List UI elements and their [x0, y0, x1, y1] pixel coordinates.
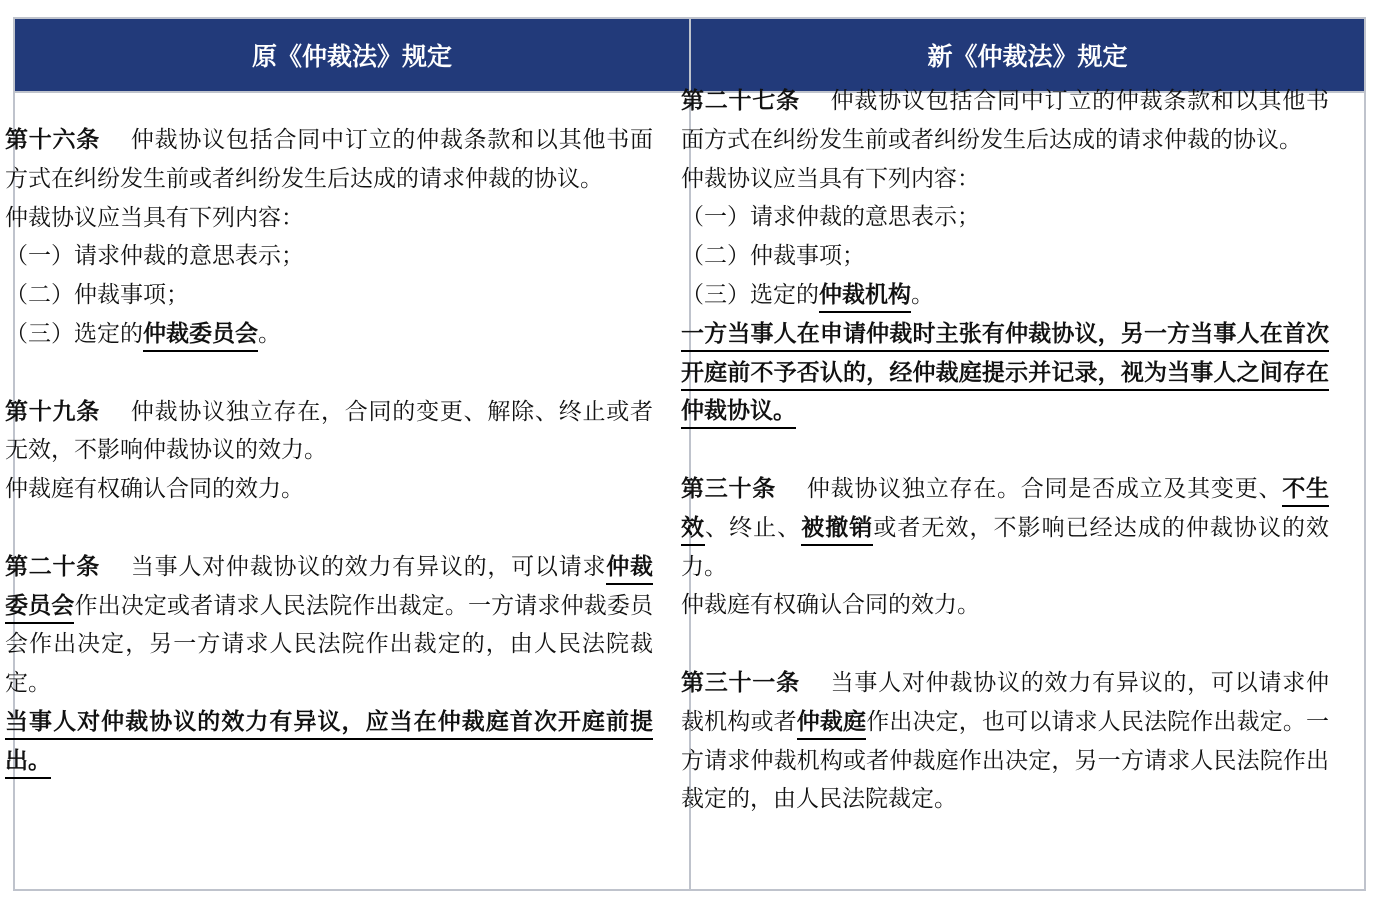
article-number: 第二十七条	[681, 88, 800, 114]
old-law-column	[5, 121, 653, 781]
article-19-para-2: 仲裁庭有权确认合同的效力。	[5, 476, 304, 503]
article-number: 第三十一条	[681, 669, 800, 696]
item-2: （二）仲裁事项；	[5, 282, 189, 309]
article-text-b: 、终止、	[705, 514, 802, 541]
highlight-arbitration-commission: 仲裁委员会	[5, 554, 653, 624]
content-intro: 仲裁协议应当具有下列内容：	[681, 165, 980, 192]
item-3	[5, 315, 653, 354]
article-text: 仲裁协议包括合同中订立的仲裁条款和以其他书面方式在纠纷发生前或者纠纷发生后达成的请求仲裁的协议。	[681, 88, 1330, 153]
highlight-objection-timing: 当事人对仲裁协议的效力有异议，应当在仲裁庭首次开庭前提出。	[5, 709, 653, 779]
article-text: 仲裁协议包括合同中订立的仲裁条款和以其他书面方式在纠纷发生前或者纠纷发生后达成的请求仲裁的协议。	[5, 127, 654, 192]
article-text-c: 或者无效，不影响已经达成的仲裁协议的效力。	[681, 514, 1330, 580]
article-text-prefix: 当事人对仲裁协议的效力有异议的，可以请求	[130, 553, 607, 580]
header-old-law: 原《仲裁法》规定	[15, 19, 689, 91]
article-text-prefix: 当事人对仲裁协议的效力有异议的，可以请求仲裁机构或者	[681, 669, 1330, 735]
article-text-a: 仲裁协议独立存在。合同是否成立及其变更、	[806, 475, 1283, 502]
highlight-arbitration-institution: 仲裁机构	[819, 282, 911, 313]
item-1: （一）请求仲裁的意思表示；	[5, 243, 304, 270]
article-30-para-2: 仲裁庭有权确认合同的效力。	[681, 592, 980, 619]
article-number: 第二十条	[5, 553, 101, 580]
item-2: （二）仲裁事项；	[681, 243, 865, 270]
item-3	[681, 276, 1329, 315]
article-31	[681, 664, 1329, 819]
highlight-not-effective: 不生效	[681, 476, 1329, 546]
article-number: 第十六条	[5, 127, 101, 153]
article-text-suffix: 作出决定，也可以请求人民法院作出裁定。一方请求仲裁机构或者仲裁庭作出决定，另一方请求人民法院作出裁定的，由人民法院裁定。	[681, 708, 1330, 813]
article-30	[681, 470, 1329, 586]
new-law-column	[681, 82, 1329, 819]
article-27-new-para	[681, 315, 1329, 431]
highlight-arbitral-tribunal: 仲裁庭	[797, 709, 866, 740]
highlight-deemed-agreement: 一方当事人在申请仲裁时主张有仲裁协议，另一方当事人在首次开庭前不予否认的，经仲裁庭提示并记录，视为当事人之间存在仲裁协议。	[681, 321, 1329, 430]
article-number: 第十九条	[5, 398, 101, 425]
content-intro: 仲裁协议应当具有下列内容：	[5, 204, 304, 231]
article-text-suffix: 作出决定或者请求人民法院作出裁定。一方请求仲裁委员会作出决定，另一方请求人民法院作出裁定的，由人民法院裁定。	[5, 592, 654, 697]
article-number: 第三十条	[681, 475, 777, 502]
article-text: 仲裁协议独立存在，合同的变更、解除、终止或者无效，不影响仲裁协议的效力。	[5, 398, 654, 464]
article-20	[5, 548, 653, 703]
item-3-suffix: 。	[258, 320, 281, 347]
article-20-para-2	[5, 703, 653, 781]
highlight-revoked: 被撤销	[801, 515, 873, 546]
highlight-arbitration-commission: 仲裁委员会	[143, 321, 258, 352]
item-3-prefix: （三）选定的	[5, 320, 143, 347]
article-19	[5, 393, 653, 471]
item-3-suffix: 。	[911, 281, 934, 308]
article-16	[5, 121, 653, 199]
header-new-law: 新《仲裁法》规定	[691, 19, 1364, 91]
item-1: （一）请求仲裁的意思表示；	[681, 204, 980, 231]
item-3-prefix: （三）选定的	[681, 281, 819, 308]
article-27	[681, 82, 1329, 160]
